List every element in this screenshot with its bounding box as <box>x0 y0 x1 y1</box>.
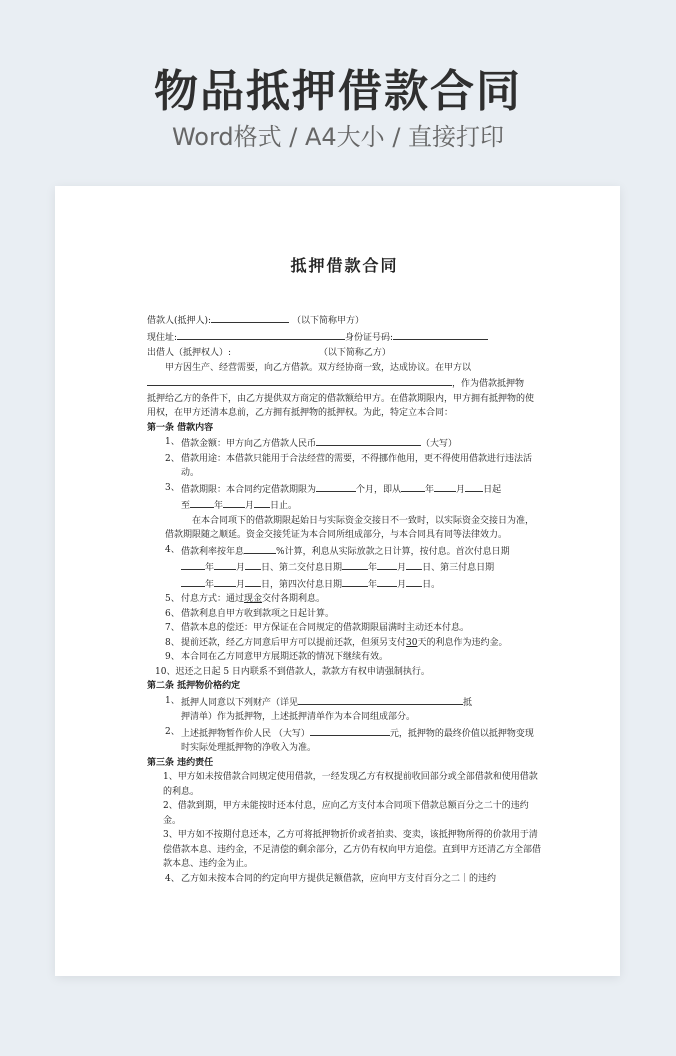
borrower-line: 借款人(抵押人): （以下简称甲方） <box>147 312 542 329</box>
sec2-item-1: 1、 抵押人同意以下列财产（详见 抵 <box>165 695 473 708</box>
sec1-item-4-line-3: 年 月 日，第四次付息日期 年 月 日。 <box>147 576 542 593</box>
sec1-item-4-line-2: 年 月 日、第二交付息日期 年 月 日、第三付息日期 <box>147 559 542 576</box>
sec1-item-8: 8、 提前还款，经乙方同意后甲方可以提前还款，但须另支付30天的利息作为违约金。 <box>165 637 508 648</box>
section-1-title: 第一条 借款内容 <box>147 422 214 433</box>
sec3-item-3: 3、甲方如不按期付息还本，乙方可将抵押物折价或者拍卖、变卖，该抵押物所得的价款用于清偿借款本息、违约金，不足清偿的剩余部分，乙方仍有权向甲方追偿。直到甲方还清乙方全部借款本息、违约金为止。 <box>163 830 542 869</box>
intro-paragraph: 抵押给乙方的条件下，由乙方提供双方商定的借款额给甲方。在借款期限内，甲方拥有抵押物的使用权，在甲方还清本息前，乙方拥有抵押物的抵押权。为此，特定立本合同： <box>147 393 535 418</box>
contract-body <box>147 256 542 886</box>
sec1-item-9: 9、 本合同在乙方同意甲方展期还款的情况下继续有效。 <box>165 652 389 662</box>
sec1-item-7: 7、 借款本息的偿还：甲方保证在合同规定的借款期限届满时主动还本付息。 <box>165 623 470 633</box>
sec1-item-4: 4、 借款利率按年息 %计算，利息从实际放款之日计算，按付息。首次付息日期 <box>165 544 510 557</box>
sec1-item-5: 5、 付息方式：通过现金交付各期利息。 <box>165 594 326 604</box>
intro-line-1: 甲方因生产、经营需要，向乙方借款。双方经协商一致，达成协议。在甲方以 <box>165 362 472 373</box>
hero-title: 物品抵押借款合同 <box>154 66 522 117</box>
address-line: 现住址: 身份证号码: <box>147 329 542 346</box>
sec1-item-6: 6、 借款利息自甲方收到款项之日起计算。 <box>165 608 335 619</box>
sec1-item-1: 1、 借款金额：甲方向乙方借款人民币 （大写） <box>165 437 458 449</box>
sec1-paragraph: 在本合同项下的借款期限起始日与实际资金交接日不一致时，以实际资金交接日为准，借款期限随之顺延。资金交接凭证为本合同所组成部分，与本合同具有同等法律效力。 <box>165 515 535 540</box>
sec2-item-1-cont: 押清单）作为抵押物，上述抵押清单作为本合同组成部分。 <box>181 712 416 722</box>
section-2-title: 第二条 抵押物价格约定 <box>147 681 241 691</box>
intro-line-2: ，作为借款抵押物 <box>147 375 542 392</box>
sec1-item-2: 2、 借款用途：本借款只能用于合法经营的需要，不得挪作他用，更不得使用借款进行违法活动。 <box>165 453 533 478</box>
sec1-item-3-cont: 至 年 月 日止。 <box>147 497 542 514</box>
section-3-title: 第三条 违约责任 <box>147 757 214 768</box>
sec3-item-2: 2、借款到期，甲方未能按时还本付息，应向乙方支付本合同项下借款总额百分之二十的违约金。 <box>163 801 529 826</box>
hero-subtitle: Word格式 / A4大小 / 直接打印 <box>171 123 505 151</box>
contract-title: 抵押借款合同 <box>290 256 399 275</box>
sec1-item-10: 10、迟还之日起 5 日内联系不到借款人，款款方有权申请强制执行。 <box>155 666 430 677</box>
sec2-item-2: 2、 上述抵押物暂作价人民 （大写） 元，抵押物的最终价值以抵押物变现时实际处理抵押物的净收入为准。 <box>165 726 534 753</box>
sec3-item-1: 1、甲方如未按借款合同规定使用借款，一经发现乙方有权提前收回部分或全部借款和使用借款的利息。 <box>163 772 538 797</box>
sec1-item-3: 3、 借款期限：本合同约定借款期限为 个月，即从 年 月 日起 <box>165 482 502 495</box>
document-page <box>55 186 620 976</box>
sec3-item-4: 4、 乙方如未按本合同的约定向甲方提供足额借款，应向甲方支付百分之二｜的违约 <box>165 873 497 884</box>
lender-line: 出借人（抵押权人）: （以下简称乙方） <box>147 348 391 358</box>
